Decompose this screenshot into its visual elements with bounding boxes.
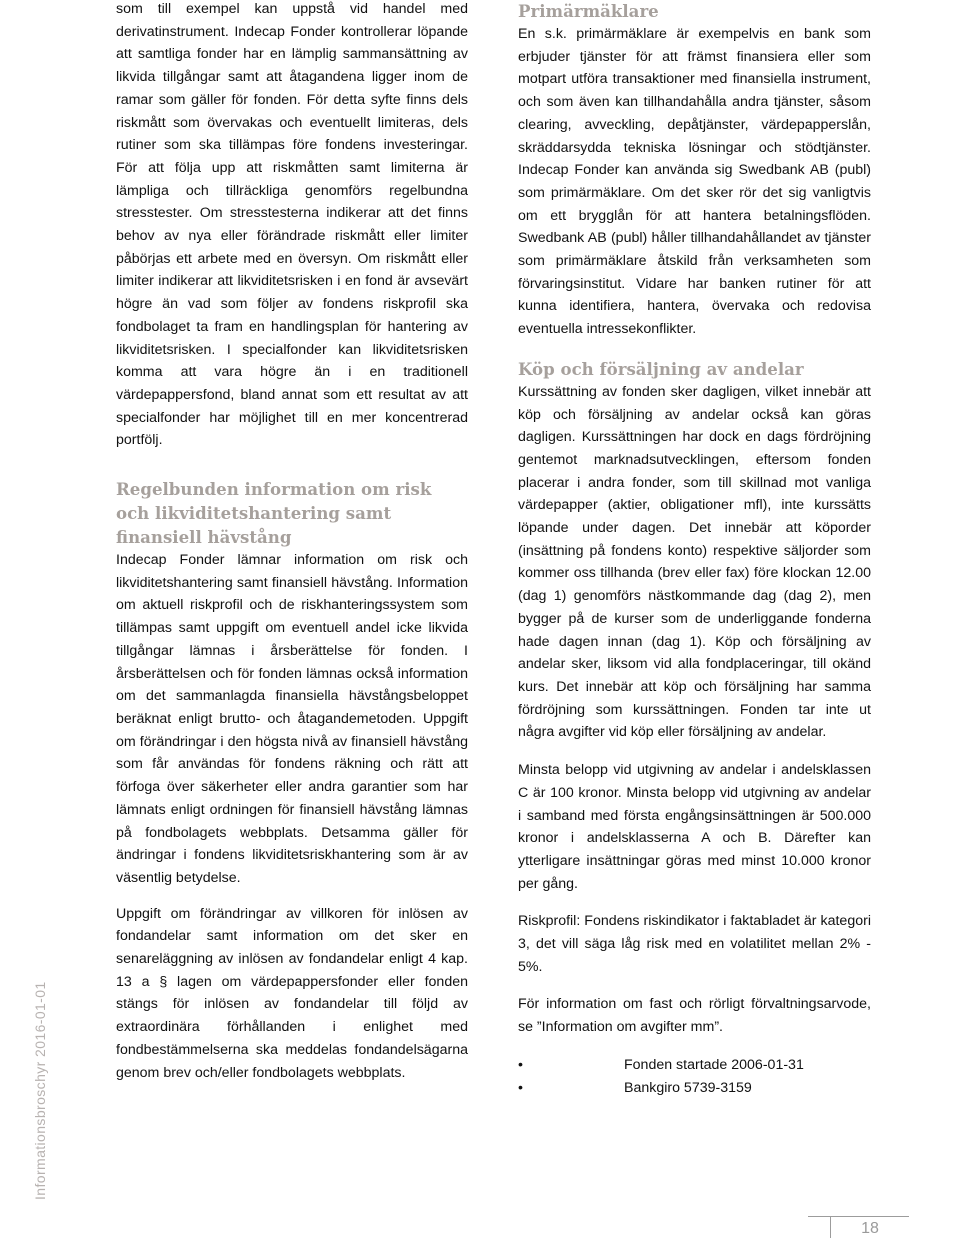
paragraph-redemption-changes: Uppgift om förändringar av villkoren för inlösen av fondandelar samt information om det sker en senareläggning av inlösen av fondandelar enligt 4 kap. 13 a § lagen om värdepappersfonder eller fonden stängs för inlösen av fondandelar till följd av extraordinära förhållanden i enlighet med fondbestämmelserna ska meddelas fondandelsägarna genom brev och/eller fondbolagets webbplats. bbox=[116, 905, 468, 1081]
paragraph-purchase-sale: Kurssättning av fonden sker dagligen, vilket innebär att köp och försäljning av andelar också kan göras dagligen. Kurssättningen har dock en dags fördröjning gentemot marknadsutvecklingen, eftersom fonden placerar i andra fonder, som till skillnad mot vanliga värdepapper (aktier, obligationer mfl), inte kurssätts löpande under dagen. Det innebär att köporder (insättning på fondens konto) respektive säljorder som kommer oss tillhanda (brev eller fax) före klockan 12.00 (dag 1) genomförs nästkommande dag (dag 2), men bygger på de kurser som de underliggande fonderna hade dagen innan (dag 1). Köp och försäljning av andelar sker, liksom vid alla fondplaceringar, till okänd kurs. Det innebär att köp och försäljning har samma fördröjning som kurssättningen. Fonden tar inte ut några avgifter vid köp eller försäljning av andelar. bbox=[518, 383, 871, 741]
paragraph-risk-profile: Riskprofil: Fondens riskindikator i faktabladet är kategori 3, det vill säga låg risk med en volatilitet mellan 2% - 5%. bbox=[518, 913, 871, 975]
paragraph-risk-information: Indecap Fonder lämnar information om risk och likviditetshantering samt finansiell hävstång. Information om aktuell riskprofil och de riskhanteringssystem som tillämpas samt uppgift om eventuell andel icke likvida tillgångar lämnas i årsberättelse för fonden. I årsberättelsen och för fonden lämnas också information om det sammanlagda finansiella hävstångsbeloppet beräknat enligt brutto- och åtagandemetoden. Uppgift om förändringar i den högsta nivå av finansiell hävstång som får användas för fondens räkning och rätt att förfoga över säkerheter eller andra garantier som har lämnats enligt ordningen för finansiell hävstång lämnas på fondbolagets webbplats. Detsamma gäller för ändringar i fondens likviditetsriskhantering som är av väsentlig betydelse. bbox=[116, 552, 468, 886]
left-column bbox=[116, 0, 468, 1084]
fund-start-date: Fonden startade 2006-01-31 bbox=[624, 1056, 804, 1073]
paragraph-liquidity: som till exempel kan uppstå vid handel med derivatinstrument. Indecap Fonder kontrollerar löpande att samtliga fonder har en lämplig sammansättning av likvida tillgångar samt att åtagandena ligger inom de ramar som gäller för fonden. För detta syfte finns dels riskmått som övervakas och eventuellt limiteras, dels rutiner som ska tillämpas före fondens investeringar. För att följa upp att riskmåtten samt limiterna är lämpliga och tillräckliga genomförs regelbundna stresstester. Om stresstesterna indikerar att det finns behov av nya eller förändrade riskmått eller limiter påbörjas ett arbete med en översyn. Om riskmått eller limiter indikerar att likviditetsrisken i en fond är avsevärt högre än vad som följer av fondens riskprofil ska fondbolaget ta fram en handlingsplan för hantering av likviditetsrisken. I specialfonder kan likviditetsrisken komma att vara högre än i en traditionell värdepappersfond, bland annat som ett resultat av att specialfonder har möjlighet till en mer koncentrerad portfölj. bbox=[116, 1, 468, 449]
paragraph-fees: För information om fast och rörligt förvaltningsarvode, se ”Information om avgifter mm”. bbox=[518, 996, 871, 1036]
bankgiro-number: Bankgiro 5739-3159 bbox=[624, 1079, 752, 1096]
list-item bbox=[518, 1077, 871, 1100]
paragraph-minimum-amount: Minsta belopp vid utgivning av andelar i andelsklassen C är 100 kronor. Minsta belopp vid utgivning av andelar i samband med första engångsinsättningen är 500.000 kronor i andelsklasserna A och B. Därefter kan ytterligare insättningar göras med minst 10.000 kronor per gång. bbox=[518, 762, 871, 892]
heading-prime-broker: Primärmäklare bbox=[518, 1, 659, 21]
right-column bbox=[518, 0, 871, 1100]
page-number-box bbox=[830, 1216, 909, 1238]
paragraph-prime-broker: En s.k. primärmäklare är exempelvis en bank som erbjuder tjänster för att främst finansiera eller som motpart utföra transaktioner med finansiella instrument, och som även kan tillhandahålla andra tjänster, såsom clearing, avveckling, depåtjänster, värdepapperslån, skräddarsydda tekniska lösningar och stödtjänster. Indecap Fonder kan använda sig Swedbank AB (publ) som primärmäklare. Om det sker rör det sig vanligtvis om ett brygglån för att hantera betalningsflöden. Swedbank AB (publ) håller tillhandahållandet av tjänster som primärmäklare åtskild från verksamheten som förvaringsinstitut. Vidare har banken rutiner för att kunna identifiera, hantera, övervaka och redovisa eventuella intressekonflikter. bbox=[518, 26, 871, 338]
list-item bbox=[518, 1054, 871, 1077]
bullet-icon: • bbox=[518, 1079, 523, 1096]
bullet-icon: • bbox=[518, 1056, 523, 1073]
page-number: 18 bbox=[861, 1220, 879, 1237]
heading-regular-information: Regelbunden information om risk och likviditetshantering samt finansiell hävstång bbox=[116, 479, 432, 548]
heading-purchase-sale: Köp och försäljning av andelar bbox=[518, 358, 804, 379]
side-label: Informationsbroschyr 2016-01-01 bbox=[32, 981, 48, 1200]
fund-facts-list bbox=[518, 1054, 871, 1100]
